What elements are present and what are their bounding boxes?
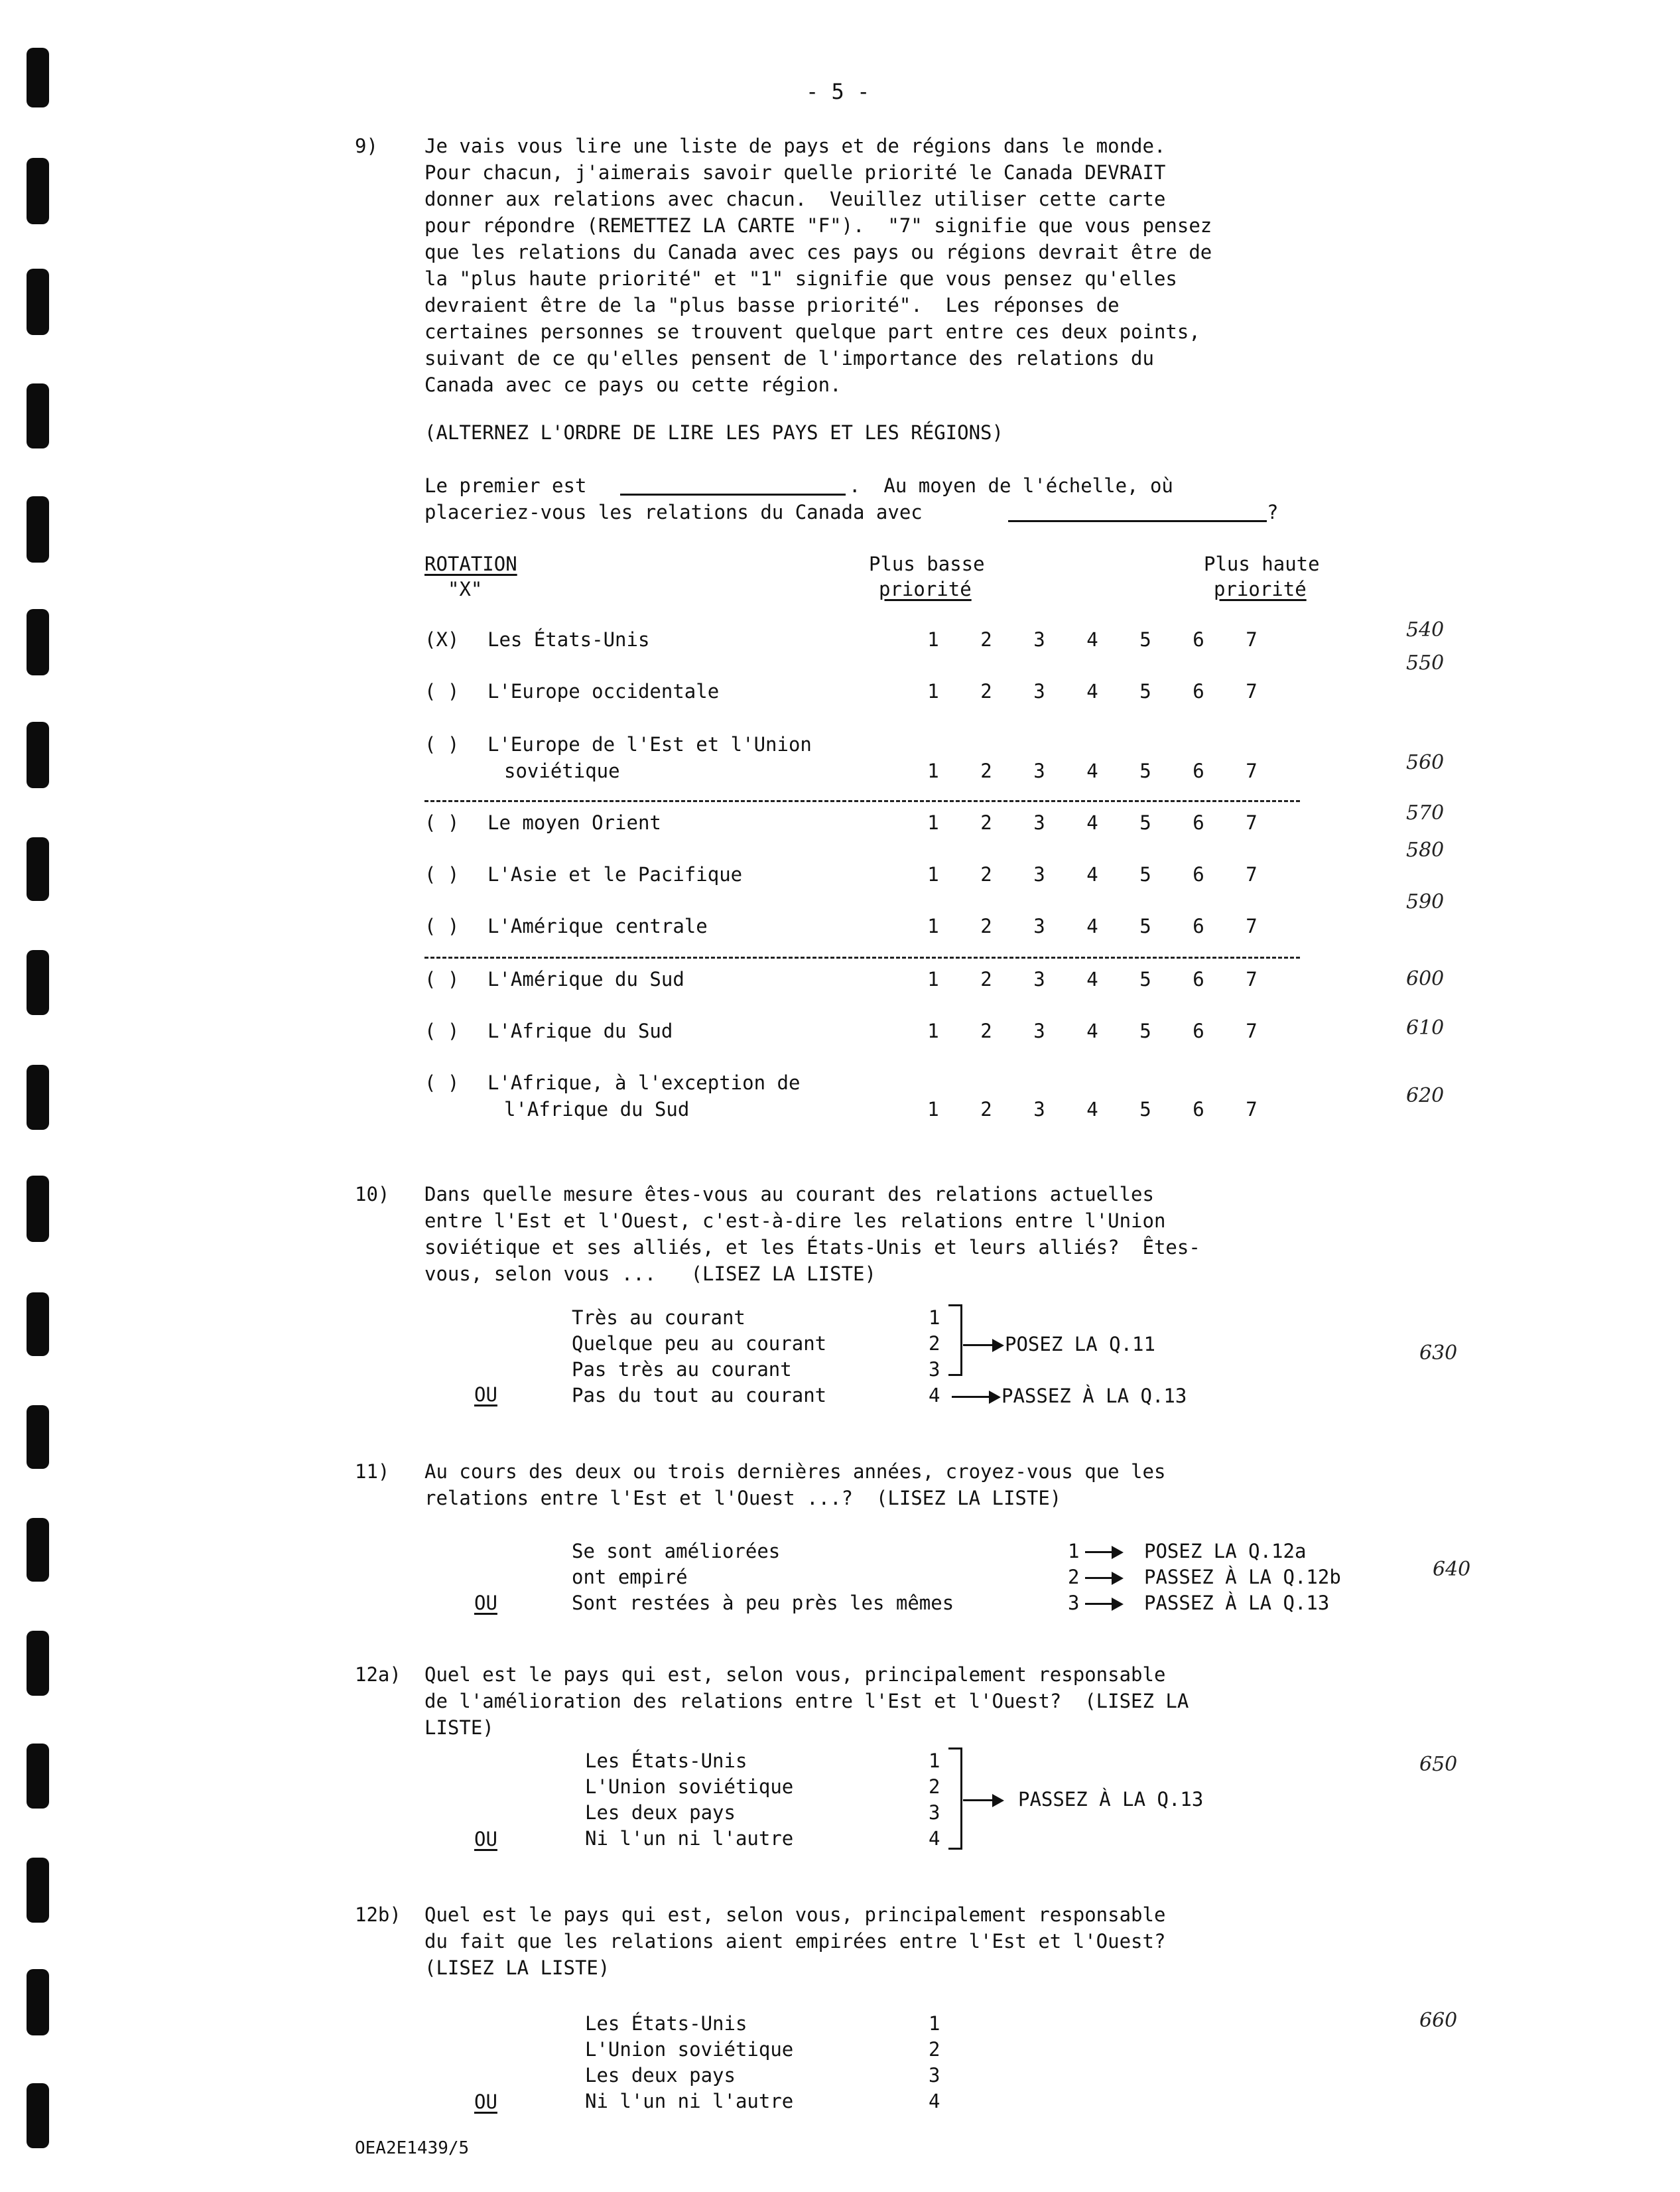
scale-option[interactable]: 2: [980, 863, 992, 886]
page-number: - 5 -: [806, 79, 870, 104]
scale-option[interactable]: 6: [1193, 811, 1204, 834]
question-text-line: Quel est le pays qui est, selon vous, principalement responsable: [424, 1663, 1166, 1686]
arrow-icon: [1085, 1577, 1114, 1579]
high-priority-header: priorité: [1214, 578, 1307, 600]
scale-option[interactable]: 3: [1033, 915, 1045, 937]
scale-option[interactable]: 4: [1086, 760, 1098, 782]
question-text-line: Quel est le pays qui est, selon vous, principalement responsable: [424, 1903, 1166, 1926]
question-number: 12b): [355, 1903, 401, 1926]
scale-option[interactable]: 3: [1033, 1020, 1045, 1042]
rotation-header: ROTATION: [424, 553, 517, 575]
column-code: 640: [1433, 1558, 1471, 1581]
question-text-line: devraient être de la "plus basse priorité". Les réponses de: [424, 294, 1120, 316]
scale-option[interactable]: 7: [1246, 863, 1258, 886]
scale-option[interactable]: 1: [927, 915, 939, 937]
scale-option[interactable]: 4: [1086, 811, 1098, 834]
question-text-line: certaines personnes se trouvent quelque part entre ces deux points,: [424, 320, 1200, 343]
scale-option[interactable]: 2: [980, 811, 992, 834]
region-label: L'Europe occidentale: [487, 680, 720, 703]
binding-mark: [27, 1744, 49, 1809]
answer-code: 2: [929, 2038, 940, 2061]
answer-option-label[interactable]: L'Union soviétique: [585, 2038, 794, 2061]
low-priority-header: Plus basse: [869, 553, 985, 575]
scale-option[interactable]: 7: [1246, 811, 1258, 834]
table-row: [0, 678, 1680, 705]
scale-option[interactable]: 4: [1086, 680, 1098, 703]
answer-option-label[interactable]: Ni l'un ni l'autre: [585, 1827, 794, 1850]
scale-option[interactable]: 5: [1139, 863, 1151, 886]
question-number: 9): [355, 135, 378, 157]
binding-mark: [27, 1631, 49, 1696]
answer-code: 1: [929, 1749, 940, 1772]
region-label: L'Amérique du Sud: [487, 968, 684, 991]
binding-mark: [27, 269, 49, 335]
region-label: L'Europe de l'Est et l'Union: [487, 733, 812, 756]
question-text-line: Je vais vous lire une liste de pays et de régions dans le monde.: [424, 135, 1166, 157]
question-text-line: du fait que les relations aient empirées entre l'Est et l'Ouest?: [424, 1930, 1166, 1952]
binding-mark: [27, 1292, 49, 1356]
rotation-checkbox[interactable]: (X): [424, 628, 460, 651]
answer-option-label[interactable]: Pas du tout au courant: [572, 1384, 827, 1406]
scale-option[interactable]: 6: [1193, 1020, 1204, 1042]
scale-option[interactable]: 3: [1033, 863, 1045, 886]
binding-mark: [27, 48, 49, 107]
lead-in-text: ?: [1267, 501, 1279, 523]
region-label: L'Afrique du Sud: [487, 1020, 673, 1042]
skip-instruction: POSEZ LA Q.11: [1005, 1333, 1155, 1355]
scale-option[interactable]: 6: [1193, 680, 1204, 703]
binding-mark: [27, 1405, 49, 1469]
arrow-icon: [952, 1396, 992, 1398]
question-text-line: entre l'Est et l'Ouest, c'est-à-dire les relations entre l'Union: [424, 1209, 1166, 1232]
scale-option[interactable]: 1: [927, 863, 939, 886]
rotation-checkbox[interactable]: ( ): [424, 863, 460, 886]
answer-code: 3: [929, 1358, 940, 1381]
column-code: 580: [1406, 839, 1445, 862]
rotation-checkbox[interactable]: ( ): [424, 1071, 460, 1094]
arrow-icon: [963, 1799, 995, 1801]
answer-option-label[interactable]: Très au courant: [572, 1306, 745, 1329]
scale-option[interactable]: 7: [1246, 760, 1258, 782]
rotation-checkbox[interactable]: ( ): [424, 915, 460, 937]
scale-option[interactable]: 7: [1246, 628, 1258, 651]
arrow-icon: [1085, 1603, 1114, 1605]
answer-option-label[interactable]: Les États-Unis: [585, 2012, 747, 2035]
skip-instruction: POSEZ LA Q.12a: [1144, 1540, 1307, 1562]
region-label: L'Amérique centrale: [487, 915, 708, 937]
column-code: 610: [1406, 1016, 1445, 1040]
scale-option[interactable]: 2: [980, 1098, 992, 1121]
scale-option[interactable]: 3: [1033, 680, 1045, 703]
scale-option[interactable]: 7: [1246, 1020, 1258, 1042]
low-priority-header: priorité: [879, 578, 972, 600]
answer-option-label[interactable]: L'Union soviétique: [585, 1775, 794, 1798]
answer-code: 4: [929, 2090, 940, 2112]
arrow-icon: [1085, 1551, 1114, 1553]
separator-line: [424, 957, 1300, 959]
binding-mark: [27, 1518, 49, 1582]
scale-option[interactable]: 4: [1086, 915, 1098, 937]
scale-option[interactable]: 2: [980, 968, 992, 991]
scale-option[interactable]: 1: [927, 968, 939, 991]
scale-option[interactable]: 4: [1086, 863, 1098, 886]
answer-option-label[interactable]: Les deux pays: [585, 1801, 736, 1824]
region-label: Les États-Unis: [487, 628, 650, 651]
interviewer-instruction: (ALTERNEZ L'ORDRE DE LIRE LES PAYS ET LES RÉGIONS): [424, 421, 1003, 444]
scale-option[interactable]: 6: [1193, 760, 1204, 782]
country-blank[interactable]: [1008, 520, 1267, 522]
country-blank[interactable]: [620, 494, 846, 496]
scale-option[interactable]: 1: [927, 1098, 939, 1121]
scale-option[interactable]: 6: [1193, 968, 1204, 991]
rotation-header: "X": [448, 578, 483, 600]
scale-option[interactable]: 4: [1086, 1098, 1098, 1121]
question-text-line: la "plus haute priorité" et "1" signifie que vous pensez qu'elles: [424, 267, 1177, 290]
bracket: [948, 1747, 962, 1850]
scale-option[interactable]: 2: [980, 915, 992, 937]
question-text-line: suivant de ce qu'elles pensent de l'importance des relations du: [424, 347, 1154, 370]
answer-option-label[interactable]: Se sont améliorées: [572, 1540, 781, 1562]
question-text-line: Dans quelle mesure êtes-vous au courant des relations actuelles: [424, 1183, 1154, 1205]
answer-option-label[interactable]: Sont restées à peu près les mêmes: [572, 1592, 954, 1614]
scale-option[interactable]: 4: [1086, 968, 1098, 991]
skip-instruction: PASSEZ À LA Q.12b: [1144, 1566, 1341, 1588]
scale-option[interactable]: 5: [1139, 811, 1151, 834]
scale-option[interactable]: 5: [1139, 915, 1151, 937]
answer-code: 2: [929, 1332, 940, 1355]
scale-option[interactable]: 2: [980, 628, 992, 651]
scale-option[interactable]: 7: [1246, 915, 1258, 937]
region-label: Le moyen Orient: [487, 811, 661, 834]
binding-mark: [27, 158, 49, 224]
scale-option[interactable]: 3: [1033, 811, 1045, 834]
scale-option[interactable]: 7: [1246, 680, 1258, 703]
lead-in-text: placeriez-vous les relations du Canada avec: [424, 501, 923, 523]
form-code: OEA2E1439/5: [355, 2138, 470, 2158]
scale-option[interactable]: 2: [980, 760, 992, 782]
question-text-line: de l'amélioration des relations entre l'Est et l'Ouest? (LISEZ LA: [424, 1690, 1189, 1712]
or-label: OU: [474, 1383, 497, 1406]
scale-option[interactable]: 6: [1193, 628, 1204, 651]
rotation-checkbox[interactable]: ( ): [424, 811, 460, 834]
column-code: 570: [1406, 801, 1445, 825]
scale-option[interactable]: 5: [1139, 628, 1151, 651]
lead-in-text: Le premier est: [424, 474, 587, 497]
column-code: 590: [1406, 890, 1445, 914]
question-text-line: donner aux relations avec chacun. Veuillez utiliser cette carte: [424, 188, 1166, 210]
separator-line: [424, 800, 1300, 802]
column-code: 630: [1419, 1341, 1458, 1365]
scale-option[interactable]: 1: [927, 628, 939, 651]
scale-option[interactable]: 6: [1193, 1098, 1204, 1121]
column-code: 550: [1406, 651, 1445, 675]
high-priority-header: Plus haute: [1204, 553, 1320, 575]
question-number: 11): [355, 1460, 390, 1483]
region-label: L'Afrique, à l'exception de: [487, 1071, 801, 1094]
answer-code: 3: [1068, 1592, 1080, 1614]
scale-option[interactable]: 7: [1246, 1098, 1258, 1121]
question-text-line: LISTE): [424, 1716, 494, 1739]
answer-option-label[interactable]: Pas très au courant: [572, 1358, 792, 1381]
question-text-line: vous, selon vous ... (LISEZ LA LISTE): [424, 1263, 876, 1285]
table-row: [0, 913, 1680, 939]
column-code: 660: [1419, 2009, 1458, 2032]
skip-instruction: PASSEZ À LA Q.13: [1018, 1788, 1204, 1811]
question-text-line: relations entre l'Est et l'Ouest ...? (LISEZ LA LISTE): [424, 1487, 1062, 1509]
question-text-line: Pour chacun, j'aimerais savoir quelle priorité le Canada DEVRAIT: [424, 161, 1166, 184]
binding-mark: [27, 496, 49, 563]
skip-instruction: PASSEZ À LA Q.13: [1144, 1592, 1330, 1614]
region-label: soviétique: [504, 760, 620, 782]
scale-option[interactable]: 4: [1086, 1020, 1098, 1042]
scale-option[interactable]: 3: [1033, 1098, 1045, 1121]
binding-mark: [27, 1858, 49, 1923]
table-row: [0, 861, 1680, 888]
question-text-line: soviétique et ses alliés, et les États-Unis et leurs alliés? Êtes-: [424, 1236, 1200, 1259]
answer-code: 3: [929, 1801, 940, 1824]
scale-option[interactable]: 1: [927, 811, 939, 834]
answer-code: 1: [929, 1306, 940, 1329]
column-code: 650: [1419, 1753, 1458, 1776]
arrow-icon: [963, 1344, 995, 1346]
scale-option[interactable]: 2: [980, 1020, 992, 1042]
rotation-checkbox[interactable]: ( ): [424, 680, 460, 703]
or-label: OU: [474, 2090, 497, 2113]
answer-option-label[interactable]: Quelque peu au courant: [572, 1332, 827, 1355]
binding-mark: [27, 1969, 49, 2035]
scale-option[interactable]: 2: [980, 680, 992, 703]
scale-option[interactable]: 3: [1033, 968, 1045, 991]
bracket: [948, 1304, 962, 1376]
scale-option[interactable]: 5: [1139, 1098, 1151, 1121]
answer-code: 1: [1068, 1540, 1080, 1562]
rotation-checkbox[interactable]: ( ): [424, 1020, 460, 1042]
answer-code: 4: [929, 1384, 940, 1406]
rotation-checkbox[interactable]: ( ): [424, 733, 460, 756]
column-code: 540: [1406, 618, 1445, 642]
region-label: l'Afrique du Sud: [504, 1098, 690, 1121]
or-label: OU: [474, 1828, 497, 1850]
question-text-line: pour répondre (REMETTEZ LA CARTE "F"). "7" signifie que vous pensez: [424, 214, 1212, 237]
rotation-checkbox[interactable]: ( ): [424, 968, 460, 991]
scale-option[interactable]: 1: [927, 1020, 939, 1042]
scale-option[interactable]: 5: [1139, 1020, 1151, 1042]
scale-option[interactable]: 7: [1246, 968, 1258, 991]
question-text-line: (LISEZ LA LISTE): [424, 1956, 610, 1979]
question-number: 12a): [355, 1663, 401, 1686]
answer-code: 3: [929, 2064, 940, 2087]
scale-option[interactable]: 4: [1086, 628, 1098, 651]
scale-option[interactable]: 1: [927, 680, 939, 703]
scale-option[interactable]: 3: [1033, 628, 1045, 651]
question-text-line: que les relations du Canada avec ces pays ou régions devrait être de: [424, 241, 1212, 263]
region-label: L'Asie et le Pacifique: [487, 863, 743, 886]
answer-code: 4: [929, 1827, 940, 1850]
column-code: 600: [1406, 967, 1445, 991]
or-label: OU: [474, 1592, 497, 1614]
scale-option[interactable]: 5: [1139, 680, 1151, 703]
answer-option-label[interactable]: Ni l'un ni l'autre: [585, 2090, 794, 2112]
skip-instruction: PASSEZ À LA Q.13: [1002, 1385, 1187, 1407]
answer-code: 2: [929, 1775, 940, 1798]
binding-mark: [27, 383, 49, 448]
lead-in-text: . Au moyen de l'échelle, où: [849, 474, 1173, 497]
answer-option-label[interactable]: Les deux pays: [585, 2064, 736, 2087]
question-number: 10): [355, 1183, 390, 1205]
answer-code: 2: [1068, 1566, 1080, 1588]
scale-option[interactable]: 5: [1139, 760, 1151, 782]
binding-mark: [27, 2083, 49, 2148]
scale-option[interactable]: 3: [1033, 760, 1045, 782]
answer-option-label[interactable]: Les États-Unis: [585, 1749, 747, 1772]
question-text-line: Canada avec ce pays ou cette région.: [424, 374, 842, 396]
scale-option[interactable]: 1: [927, 760, 939, 782]
question-text-line: Au cours des deux ou trois dernières années, croyez-vous que les: [424, 1460, 1166, 1483]
column-code: 560: [1406, 751, 1445, 774]
column-code: 620: [1406, 1084, 1445, 1107]
scale-option[interactable]: 6: [1193, 915, 1204, 937]
binding-mark: [27, 1176, 49, 1242]
scale-option[interactable]: 5: [1139, 968, 1151, 991]
answer-option-label[interactable]: ont empiré: [572, 1566, 688, 1588]
scale-option[interactable]: 6: [1193, 863, 1204, 886]
answer-code: 1: [929, 2012, 940, 2035]
